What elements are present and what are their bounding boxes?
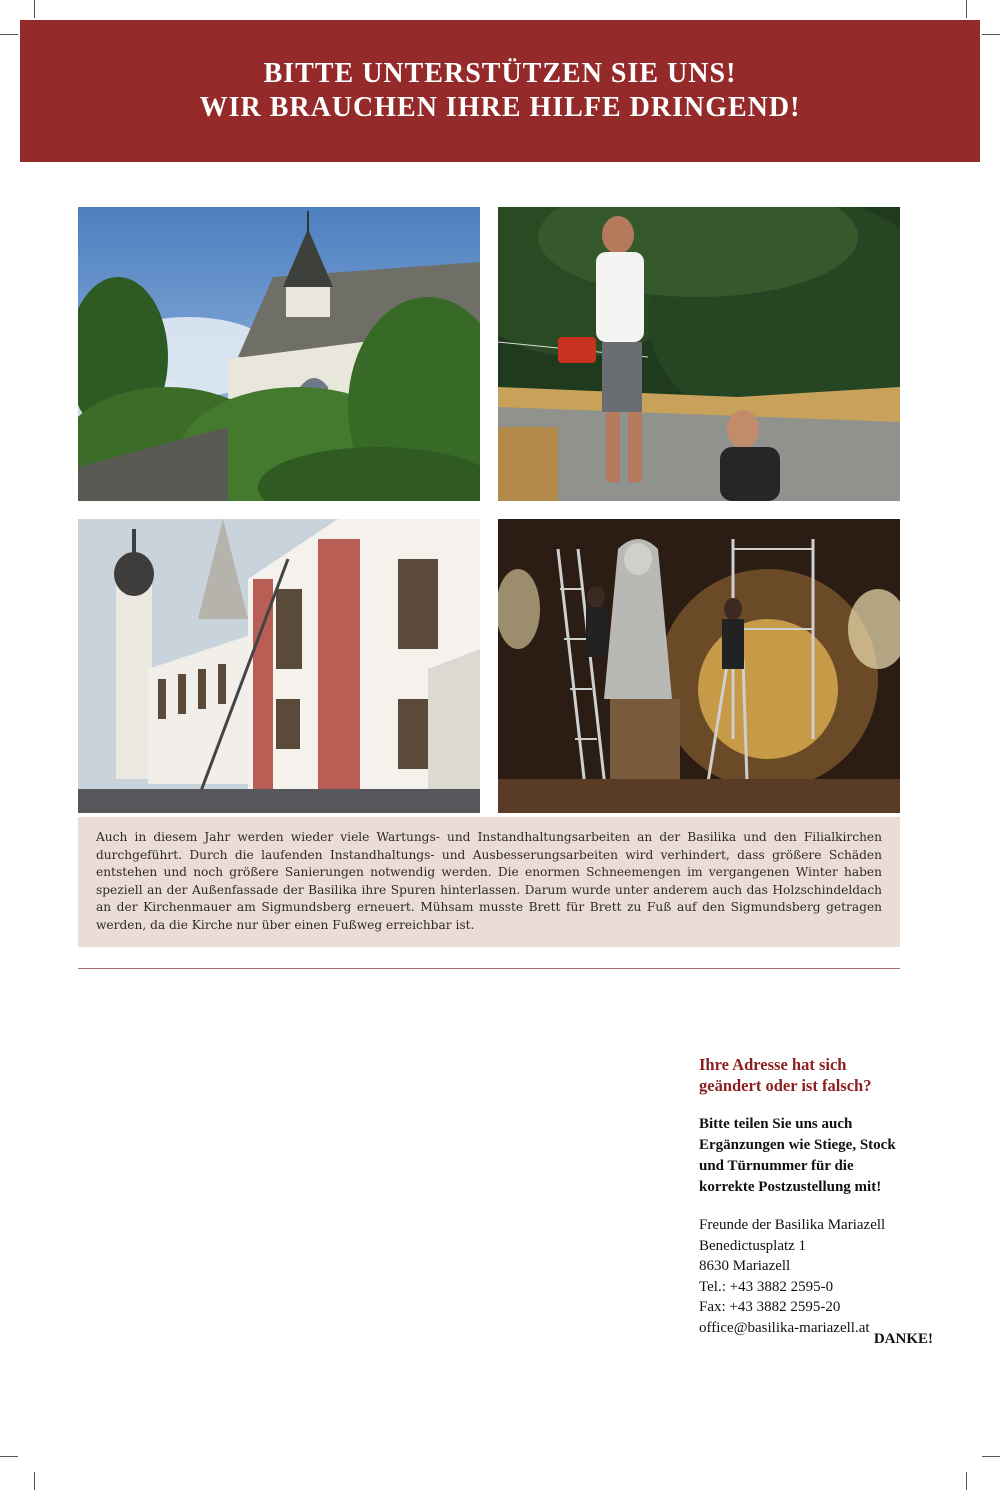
thanks-text: DANKE! [873,1331,933,1347]
street: Benedictusplatz 1 [699,1237,807,1254]
crop-mark [34,1472,35,1490]
phone: Tel.: +43 3882 2595-0 [699,1278,834,1295]
article-text-box [78,817,900,947]
divider-line [78,968,900,969]
fax: Fax: +43 3882 2595-20 [699,1299,841,1315]
banner-line-1: BITTE UNTERSTÜTZEN SIE UNS! [263,58,737,89]
photo-basilica-facade [78,519,480,813]
photo-church-roof [78,207,480,501]
article-body: Auch in diesem Jahr werden wieder viele Wartungs- und Instandhaltungsarbeiten an der Basilika und den Filialkirchen durchgeführt. Durch die laufenden Instandhaltungs- und Ausbesserungsarbeiten wird verhindert, dass größere Schäden entstehen und noch größere Sanierungen notwendig werden. Die enormen Schneemengen im vergangenen Winter haben speziell an der Außenfassade der Basilika ihre Spuren hinterlassen. Darum wurde unter anderem auch das Holzschindeldach an der Kirchenmauer am Sigmundsberg erneuert. Mühsam musste Brett für Brett zu Fuß auf den Sigmundsberg getragen werden, da die Kirche nur über einen Fußweg erreichbar ist. [96,830,882,932]
request-line: korrekte Postzustellung mit! [699,1179,882,1195]
appeal-banner [20,20,980,162]
crop-mark [982,1456,1000,1457]
crop-mark [0,34,18,35]
photo-roof-workers [498,207,900,501]
address-question-line: Ihre Adresse hat sich [699,1055,847,1074]
crop-mark [0,1456,18,1457]
address-question [699,1054,939,1096]
address-request [699,1114,939,1198]
photo-interior-restoration [498,519,900,813]
crop-mark [982,34,1000,35]
crop-mark [34,0,35,18]
address-change-section [699,1054,939,1338]
email-link[interactable]: office@basilika-mariazell.at [699,1319,870,1336]
org-name: Freunde der Basilika Mariazell [699,1217,886,1233]
banner-title [200,57,801,125]
city: 8630 Mariazell [699,1258,791,1274]
request-line: Ergänzungen wie Stiege, Stock [699,1137,896,1153]
banner-line-2: WIR BRAUCHEN IHRE HILFE DRINGEND! [199,92,801,123]
request-line: Bitte teilen Sie uns auch [699,1116,853,1132]
crop-mark [966,0,967,18]
request-line: und Türnummer für die [699,1158,854,1174]
address-question-line: geändert oder ist falsch? [699,1076,872,1095]
contact-block [699,1215,939,1338]
crop-mark [966,1472,967,1490]
